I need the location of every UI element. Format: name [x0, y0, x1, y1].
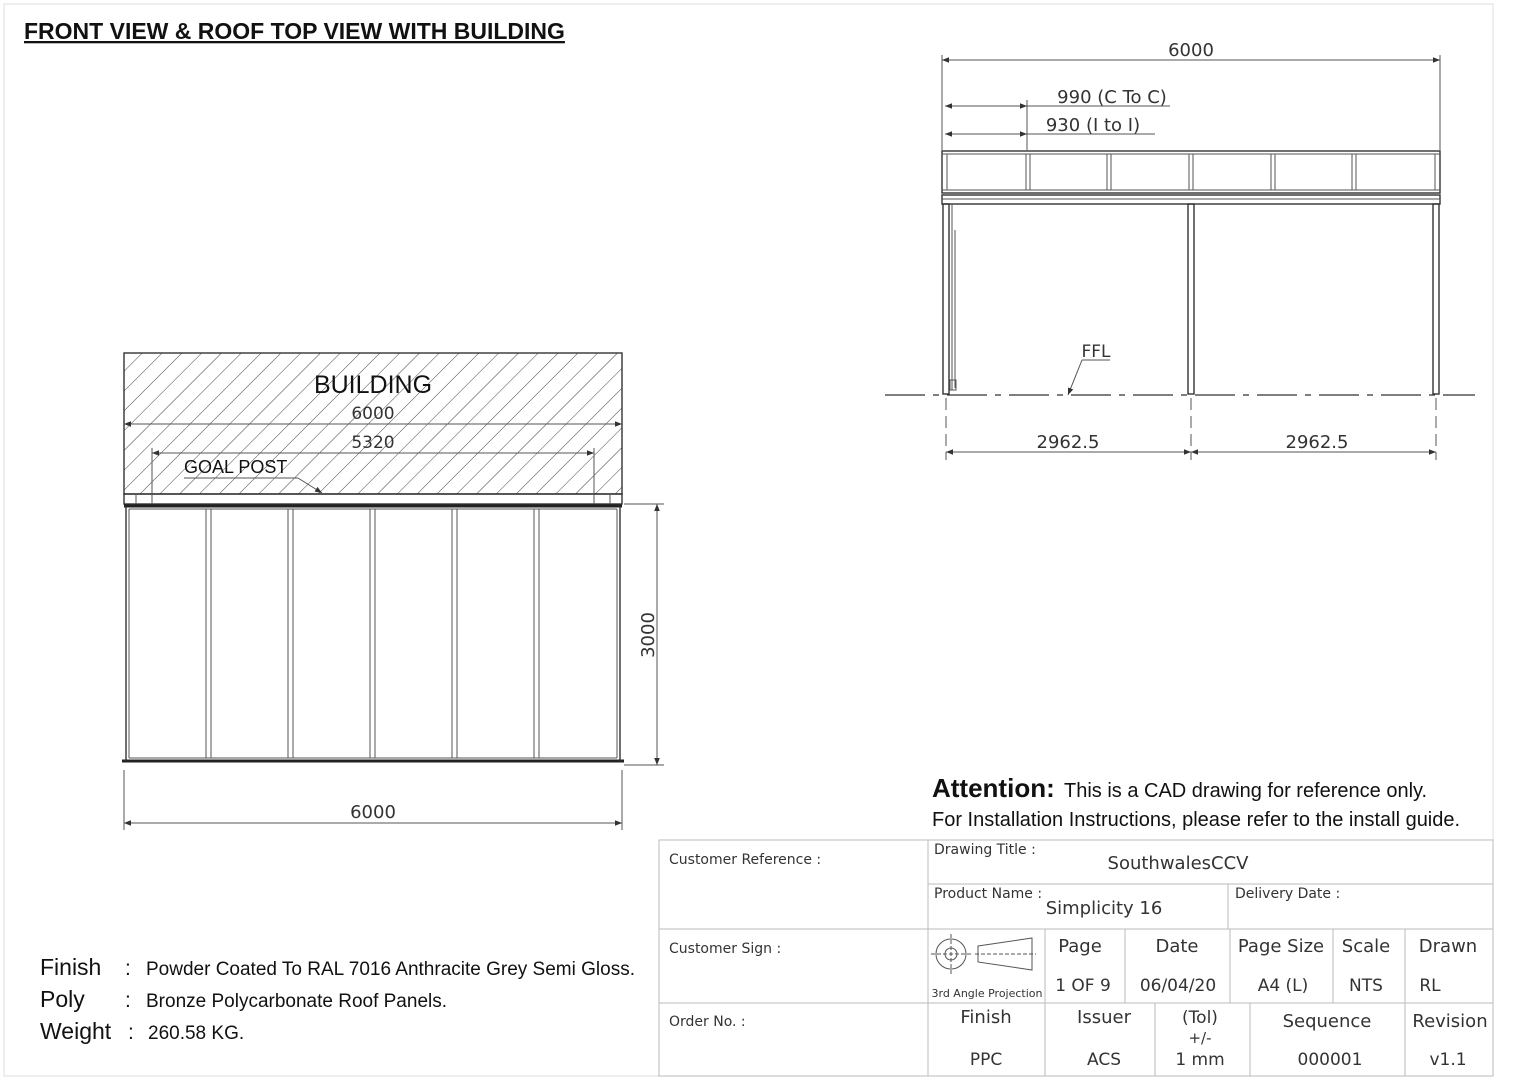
scale-label: Scale: [1341, 936, 1391, 957]
issuer-label: Issuer: [1077, 1007, 1131, 1028]
attention-line-1: This is a CAD drawing for reference only.: [1064, 780, 1428, 802]
tb-finish-value: PPC: [969, 1050, 1003, 1070]
tolerance-value: 1 mm: [1175, 1050, 1225, 1070]
poly-spec-sep: :: [125, 989, 131, 1012]
page-size-value: A4 (L): [1257, 976, 1309, 996]
drawn-value: RL: [1419, 976, 1441, 996]
order-no-label: Order No. :: [669, 1014, 746, 1030]
date-label: Date: [1155, 936, 1199, 957]
product-name-label: Product Name :: [934, 886, 1043, 902]
poly-spec-label: Poly: [40, 986, 85, 1012]
finish-spec-sep: :: [125, 957, 131, 980]
product-name-value: Simplicity 16: [1045, 898, 1163, 919]
i-to-i-dim: 930 (I to I): [1045, 115, 1141, 136]
drawing-title-value: SouthwalesCCV: [1107, 853, 1249, 874]
finish-spec-value: Powder Coated To RAL 7016 Anthracite Grey Semi Gloss.: [146, 959, 635, 980]
sequence-value: 000001: [1297, 1050, 1363, 1070]
customer-sign-label: Customer Sign :: [669, 941, 782, 957]
tolerance-sign: +/-: [1188, 1029, 1212, 1047]
attention-heading: Attention:: [932, 773, 1055, 803]
building-width-dim: 6000: [351, 404, 395, 424]
revision-value: v1.1: [1429, 1050, 1467, 1070]
weight-spec-label: Weight: [40, 1018, 112, 1044]
attention-line-2: For Installation Instructions, please refer to the install guide.: [932, 809, 1461, 831]
goal-post-width-dim: 5320: [351, 433, 395, 453]
sheet-border: [4, 4, 1493, 1076]
poly-spec-value: Bronze Polycarbonate Roof Panels.: [146, 991, 448, 1012]
tb-finish-label: Finish: [960, 1007, 1012, 1028]
spec-notes: [40, 954, 635, 1044]
ffl-label: FFL: [1081, 342, 1111, 362]
right-span-dim: 2962.5: [1285, 432, 1349, 453]
third-angle-projection-icon: [931, 934, 1036, 974]
page-size-label: Page Size: [1237, 936, 1325, 957]
depth-dim: 3000: [638, 612, 659, 658]
elevation-view: [885, 40, 1475, 460]
weight-spec-sep: :: [128, 1021, 134, 1044]
title-block: [659, 840, 1493, 1076]
c-to-c-dim: 990 (C To C): [1057, 87, 1167, 108]
tolerance-label: (Tol): [1182, 1008, 1218, 1028]
page-label: Page: [1058, 936, 1102, 957]
drawing-heading: FRONT VIEW & ROOF TOP VIEW WITH BUILDING: [24, 18, 565, 44]
customer-reference-label: Customer Reference :: [669, 852, 822, 868]
plan-view: [122, 353, 664, 830]
goal-post-label: GOAL POST: [184, 457, 288, 477]
drawing-title-label: Drawing Title :: [934, 842, 1036, 858]
weight-spec-value: 260.58 KG.: [148, 1023, 245, 1044]
sequence-label: Sequence: [1282, 1011, 1372, 1032]
plan-overall-width-dim: 6000: [350, 802, 396, 823]
delivery-date-label: Delivery Date :: [1235, 886, 1341, 902]
building-label: BUILDING: [313, 371, 433, 399]
projection-label: 3rd Angle Projection: [931, 987, 1043, 1000]
page-value: 1 OF 9: [1055, 976, 1111, 996]
elevation-overall-dim: 6000: [1168, 40, 1214, 61]
date-value: 06/04/20: [1139, 976, 1217, 996]
finish-spec-label: Finish: [40, 954, 102, 980]
issuer-value: ACS: [1087, 1050, 1121, 1070]
attention-note: [932, 773, 1460, 831]
left-span-dim: 2962.5: [1036, 432, 1100, 453]
scale-value: NTS: [1349, 976, 1383, 996]
drawn-label: Drawn: [1418, 936, 1478, 957]
revision-label: Revision: [1412, 1011, 1488, 1032]
